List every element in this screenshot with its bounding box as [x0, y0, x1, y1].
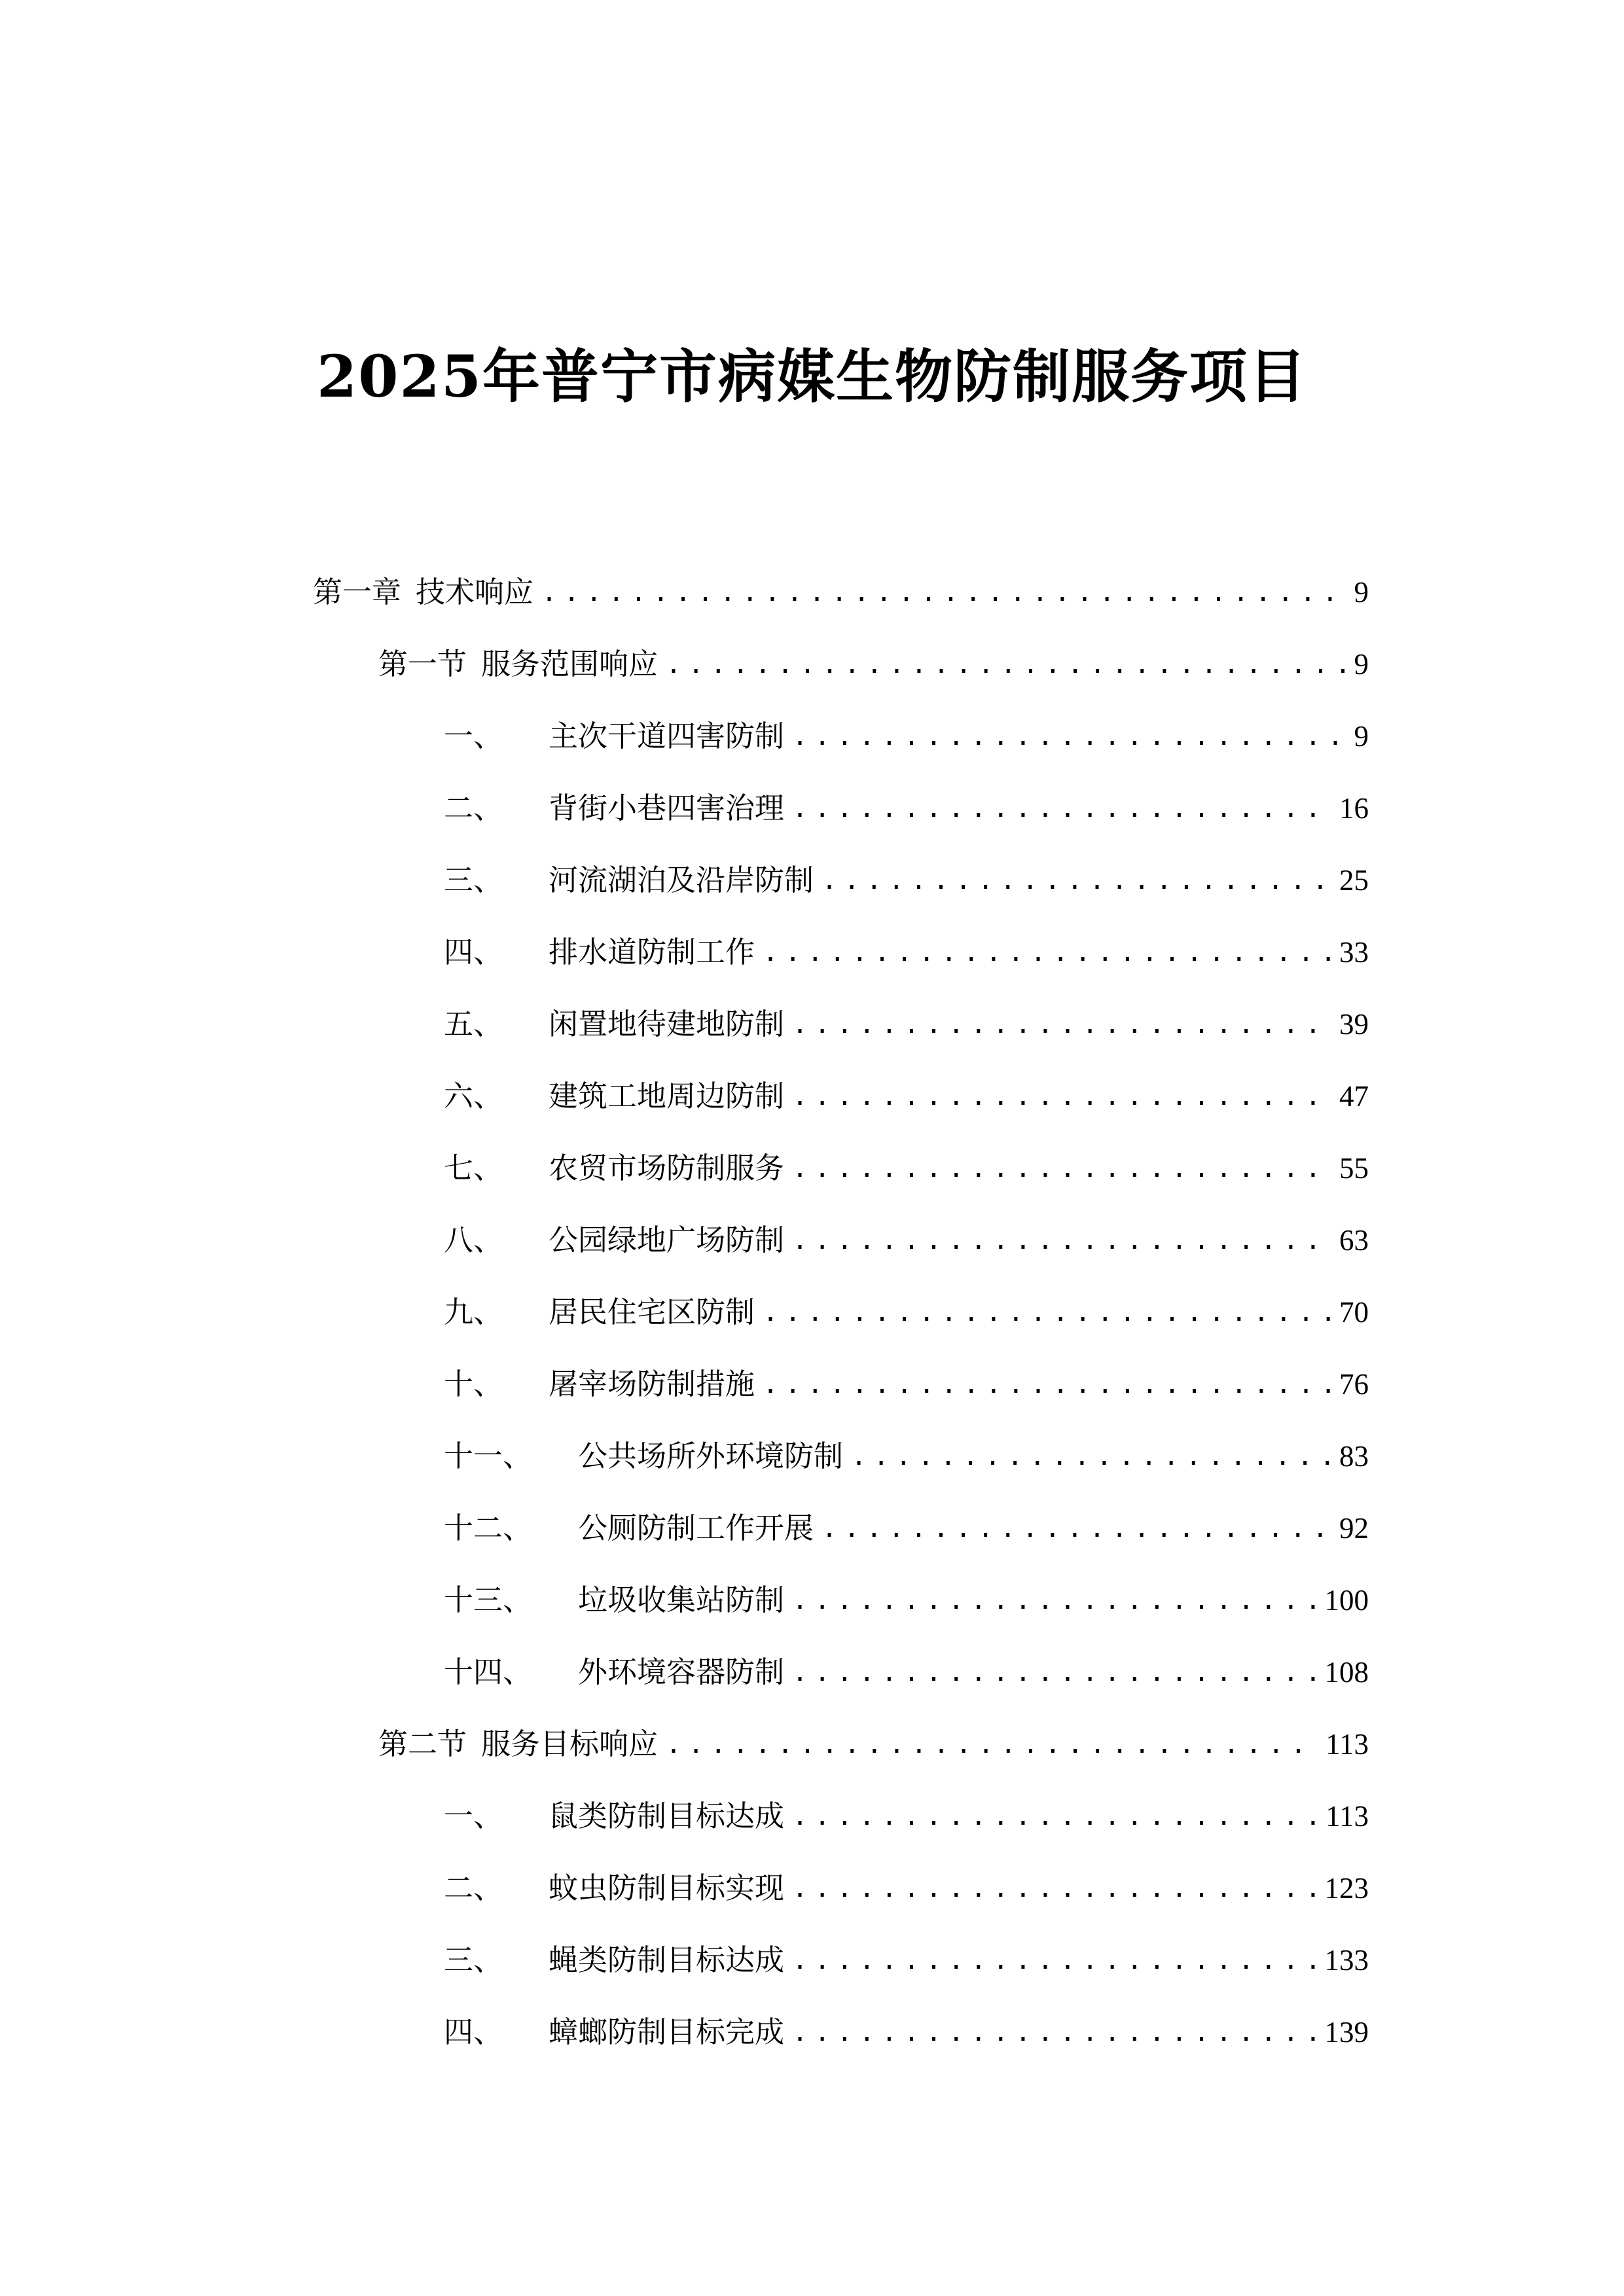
- toc-entry-title: 农贸市场防制服务: [549, 1151, 785, 1185]
- toc-entry[interactable]: [444, 772, 1369, 844]
- toc-entry[interactable]: [444, 916, 1369, 988]
- toc-leader-dots: [792, 1005, 1331, 1044]
- toc-entry-number: 第二节: [378, 1727, 467, 1761]
- toc-entry[interactable]: [444, 700, 1369, 772]
- toc-entry-number: 十二、: [444, 1511, 533, 1545]
- toc-leader-dots: [792, 1077, 1331, 1116]
- toc-entry-number: 九、: [444, 1295, 503, 1329]
- toc-entry-number: 三、: [444, 863, 503, 897]
- toc-entry-page: 25: [1339, 864, 1369, 897]
- toc-entry[interactable]: [444, 844, 1369, 916]
- toc-entry-page: 133: [1324, 1944, 1369, 1977]
- toc-entry-title: 建筑工地周边防制: [549, 1079, 785, 1113]
- toc-entry-page: 9: [1354, 648, 1369, 681]
- toc-leader-dots: [541, 573, 1346, 612]
- toc-entry-page: 83: [1339, 1440, 1369, 1473]
- toc-entry[interactable]: [444, 1132, 1369, 1204]
- toc-entry-number: 四、: [444, 935, 503, 969]
- toc-entry[interactable]: [444, 1924, 1369, 1996]
- toc-entry-number: 二、: [444, 1871, 503, 1905]
- toc-entry-page: 33: [1339, 936, 1369, 969]
- toc-entry-title: 排水道防制工作: [549, 935, 755, 969]
- toc-entry-page: 47: [1339, 1080, 1369, 1113]
- toc-entry-page: 9: [1354, 720, 1369, 753]
- toc-entry-title: 闲置地待建地防制: [549, 1007, 785, 1041]
- toc-entry[interactable]: [444, 1996, 1369, 2068]
- toc-entry-title: 服务目标响应: [481, 1727, 659, 1761]
- toc-entry-number: 第一节: [378, 647, 467, 681]
- toc-entry-page: 123: [1324, 1872, 1369, 1905]
- toc-entry-title: 居民住宅区防制: [549, 1295, 755, 1329]
- toc-leader-dots: [792, 1941, 1316, 1980]
- toc-entry-number: 十四、: [444, 1655, 533, 1689]
- toc-entry-page: 92: [1339, 1512, 1369, 1545]
- toc-entry-title: 背街小巷四害治理: [549, 791, 785, 825]
- toc-leader-dots: [666, 1725, 1318, 1764]
- toc-entry-page: 76: [1339, 1368, 1369, 1401]
- toc-entry-title: 公共场所外环境防制: [578, 1439, 844, 1473]
- toc-entry-title: 垃圾收集站防制: [578, 1583, 785, 1617]
- toc-entry[interactable]: [444, 1564, 1369, 1636]
- toc-entry-title: 蚊虫防制目标实现: [549, 1871, 785, 1905]
- toc-entry-title: 屠宰场防制措施: [549, 1367, 755, 1401]
- toc-entry[interactable]: [378, 628, 1369, 700]
- toc-entry-page: 63: [1339, 1224, 1369, 1257]
- table-of-contents: [0, 556, 1624, 2062]
- toc-entry[interactable]: [444, 1636, 1369, 1708]
- toc-entry-number: 十三、: [444, 1583, 533, 1617]
- toc-leader-dots: [821, 861, 1331, 900]
- toc-entry-number: 五、: [444, 1007, 503, 1041]
- toc-entry[interactable]: [444, 1780, 1369, 1852]
- toc-entry-number: 十一、: [444, 1439, 533, 1473]
- toc-leader-dots: [792, 2013, 1316, 2052]
- toc-entry-number: 七、: [444, 1151, 503, 1185]
- toc-entry-number: 八、: [444, 1223, 503, 1257]
- toc-leader-dots: [792, 789, 1331, 828]
- toc-entry-page: 108: [1324, 1656, 1369, 1689]
- toc-entry-number: 二、: [444, 791, 503, 825]
- toc-leader-dots: [763, 933, 1331, 972]
- toc-leader-dots: [792, 1221, 1331, 1260]
- toc-leader-dots: [763, 1293, 1331, 1332]
- toc-entry-page: 9: [1354, 576, 1369, 609]
- toc-leader-dots: [792, 1149, 1331, 1188]
- toc-entry-number: 第一章: [313, 575, 402, 609]
- toc-entry-page: 113: [1326, 1800, 1369, 1833]
- toc-entry-number: 十、: [444, 1367, 503, 1401]
- toc-leader-dots: [821, 1509, 1331, 1548]
- toc-entry-title: 蝇类防制目标达成: [549, 1943, 785, 1977]
- toc-entry[interactable]: [444, 1348, 1369, 1420]
- toc-entry-title: 服务范围响应: [481, 647, 659, 681]
- toc-entry-number: 一、: [444, 719, 503, 753]
- toc-entry[interactable]: [444, 1492, 1369, 1564]
- page-title: 2025年普宁市病媒生物防制服务项目: [317, 342, 1307, 410]
- toc-entry-page: 139: [1324, 2016, 1369, 2049]
- toc-entry-page: 16: [1339, 792, 1369, 825]
- toc-leader-dots: [792, 1869, 1316, 1908]
- toc-leader-dots: [763, 1365, 1331, 1404]
- toc-entry-page: 70: [1339, 1296, 1369, 1329]
- toc-entry-number: 四、: [444, 2015, 503, 2049]
- toc-leader-dots: [792, 1797, 1318, 1836]
- toc-entry[interactable]: [378, 1708, 1369, 1780]
- toc-entry-number: 一、: [444, 1799, 503, 1833]
- toc-entry-title: 鼠类防制目标达成: [549, 1799, 785, 1833]
- toc-entry-title: 公厕防制工作开展: [578, 1511, 814, 1545]
- toc-entry[interactable]: [444, 1420, 1369, 1492]
- toc-entry-page: 100: [1324, 1584, 1369, 1617]
- toc-entry-number: 六、: [444, 1079, 503, 1113]
- toc-entry[interactable]: [444, 1060, 1369, 1132]
- toc-leader-dots: [792, 1653, 1316, 1692]
- toc-entry[interactable]: [313, 556, 1369, 628]
- toc-entry-title: 公园绿地广场防制: [549, 1223, 785, 1257]
- toc-entry-number: 三、: [444, 1943, 503, 1977]
- toc-entry-title: 技术响应: [416, 575, 534, 609]
- toc-entry-title: 河流湖泊及沿岸防制: [549, 863, 814, 897]
- toc-entry[interactable]: [444, 1276, 1369, 1348]
- toc-leader-dots: [851, 1437, 1331, 1476]
- toc-leader-dots: [792, 717, 1346, 756]
- toc-entry-title: 蟑螂防制目标完成: [549, 2015, 785, 2049]
- toc-entry-page: 55: [1339, 1152, 1369, 1185]
- toc-entry-title: 外环境容器防制: [578, 1655, 785, 1689]
- toc-entry-page: 39: [1339, 1008, 1369, 1041]
- toc-entry-page: 113: [1326, 1728, 1369, 1761]
- toc-entry-title: 主次干道四害防制: [549, 719, 785, 753]
- toc-leader-dots: [792, 1581, 1316, 1620]
- toc-leader-dots: [666, 645, 1346, 684]
- toc-entry[interactable]: [444, 988, 1369, 1060]
- toc-entry[interactable]: [444, 1204, 1369, 1276]
- toc-entry[interactable]: [444, 1852, 1369, 1924]
